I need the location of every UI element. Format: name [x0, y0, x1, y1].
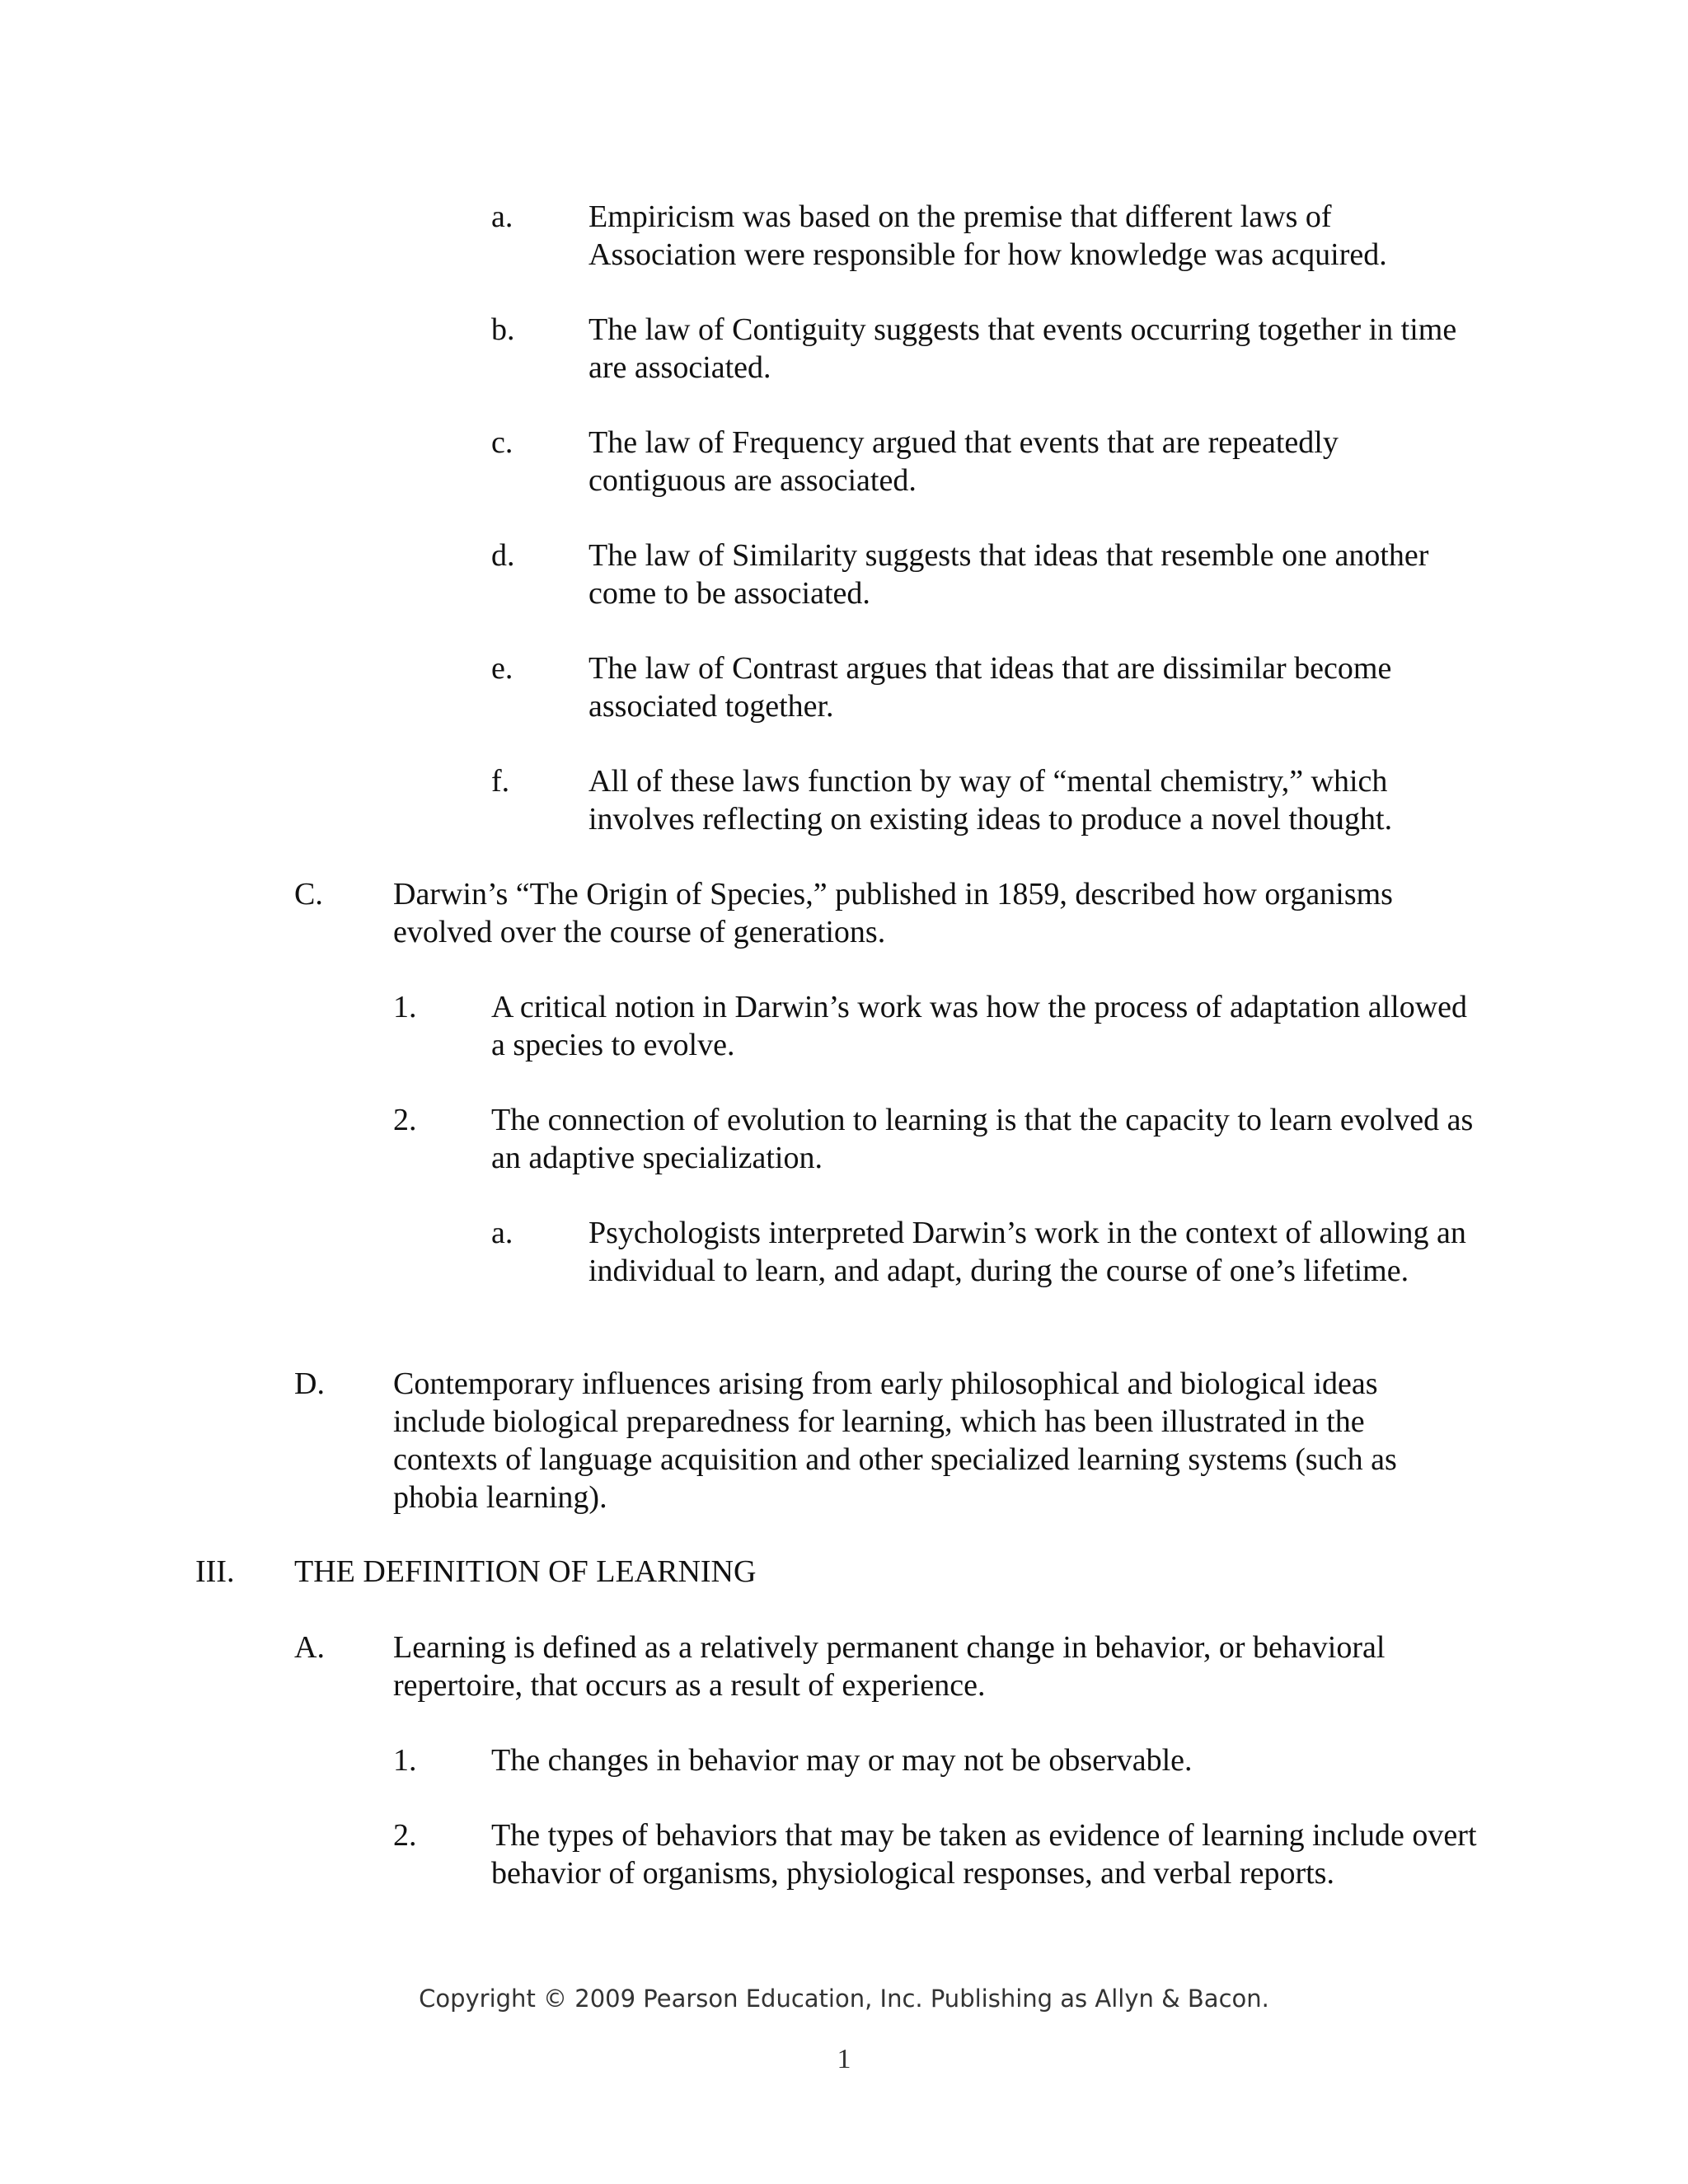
item-marker: a.	[491, 1216, 513, 1250]
section-marker: III.	[195, 1554, 235, 1589]
item-text: The connection of evolution to learning is that the capacity to learn evolved as an adaptive specialization.	[491, 1103, 1474, 1175]
item-text: Darwin’s “The Origin of Species,” published in 1859, described how organisms evolved over the course of generations.	[393, 877, 1393, 949]
item-text: The law of Contiguity suggests that events occurring together in time are associated.	[588, 312, 1457, 385]
item-marker: 1.	[393, 990, 417, 1024]
item-text: The types of behaviors that may be taken as evidence of learning include overt behavior of organisms, physiological responses, and verbal reports.	[491, 1818, 1477, 1891]
item-marker: e.	[491, 651, 513, 686]
item-text: All of these laws function by way of “mental chemistry,” which involves reflecting on existing ideas to produce a novel thought.	[588, 764, 1393, 837]
item-marker: f.	[491, 764, 510, 799]
item-text: The changes in behavior may or may not be observable.	[491, 1743, 1193, 1778]
item-marker: D.	[294, 1366, 325, 1401]
item-marker: a.	[491, 199, 513, 234]
item-marker: b.	[491, 312, 515, 347]
item-text: Psychologists interpreted Darwin’s work in the context of allowing an individual to learn, and adapt, during the course of one’s lifetime.	[588, 1216, 1466, 1288]
item-text: Learning is defined as a relatively permanent change in behavior, or behavioral repertoire, that occurs as a result of experience.	[393, 1630, 1386, 1703]
item-text: The law of Contrast argues that ideas that are dissimilar become associated together.	[588, 651, 1392, 724]
page-number: 1	[837, 2044, 851, 2074]
item-marker: 2.	[393, 1818, 417, 1853]
copyright-notice: Copyright © 2009 Pearson Education, Inc. Publishing as Allyn & Bacon.	[419, 1985, 1269, 2013]
item-marker: C.	[294, 877, 323, 912]
item-text: Empiricism was based on the premise that different laws of Association were responsible for how knowledge was acquired.	[588, 199, 1387, 272]
item-marker: d.	[491, 538, 515, 573]
item-marker: 1.	[393, 1743, 417, 1778]
item-text: The law of Similarity suggests that ideas that resemble one another come to be associated.	[588, 538, 1429, 611]
item-marker: A.	[294, 1630, 325, 1665]
item-marker: 2.	[393, 1103, 417, 1137]
item-text: Contemporary influences arising from early philosophical and biological ideas include biological preparedness for learning, which has been illustrated in the contexts of language acquisition and other specialized learning systems (such as phobia learning).	[393, 1366, 1397, 1515]
item-text: The law of Frequency argued that events that are repeatedly contiguous are associated.	[588, 425, 1339, 498]
item-text: A critical notion in Darwin’s work was how the process of adaptation allowed a species to evolve.	[491, 990, 1468, 1062]
item-marker: c.	[491, 425, 513, 460]
section-title: THE DEFINITION OF LEARNING	[294, 1554, 757, 1589]
